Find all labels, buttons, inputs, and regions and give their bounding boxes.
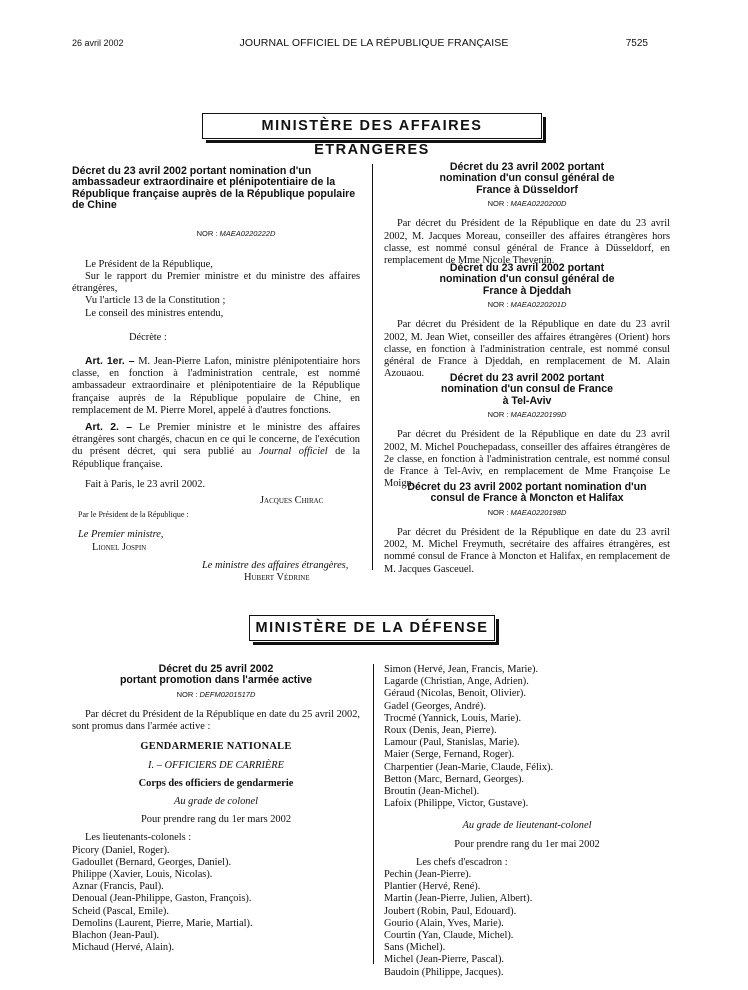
- list-item: Baudoin (Philippe, Jacques).: [384, 966, 504, 978]
- list-item: Betton (Marc, Bernard, Georges).: [384, 773, 525, 785]
- nor-reference: [72, 228, 360, 240]
- decree-consul-djeddah: [384, 263, 670, 380]
- nor-code: MAEA0220199D: [510, 410, 567, 420]
- decree-body: Par décret du Président de la République en date du 23 avril 2002, M. Michel Pouchepadass, conseiller des affaires étrangères de 2e classe, en fonction à l'administration centrale, est nommé consul de France à Tel-Aviv, en remplacement de Mme Françoise Le Moign.: [384, 429, 670, 490]
- list-item: Philippe (Xavier, Louis, Nicolas).: [72, 869, 213, 881]
- nor-code: MAEA0220198D: [510, 507, 567, 517]
- nor-label: NOR :: [487, 199, 511, 209]
- decree-ambassadeur-chine: [72, 166, 360, 584]
- list-item: Scheid (Pascal, Emile).: [72, 905, 169, 917]
- list-item: Demolins (Laurent, Pierre, Marie, Martial).: [72, 917, 253, 929]
- corps-heading: Corps des officiers de gendarmerie: [138, 777, 294, 789]
- journal-title: JOURNAL OFFICIEL DE LA RÉPUBLIQUE FRANÇAISE: [239, 37, 509, 49]
- list-item: Joubert (Robin, Paul, Edouard).: [384, 905, 517, 917]
- decree-body: Par décret du Président de la République en date du 23 avril 2002, M. Jacques Moreau, conseiller des affaires étrangères hors classe, est nommé consul général de France à Düsseldorf, en remplacement de Mme Nicole Thevenin.: [384, 218, 670, 267]
- decree-consul-tel-aviv: [384, 373, 670, 490]
- decree-title: Décret du 23 avril 2002 portant nomination d'un consul général de France à Düsseldorf: [439, 161, 615, 196]
- nor-label: NOR :: [487, 410, 511, 420]
- fait-a-paris: Fait à Paris, le 23 avril 2002.: [85, 478, 206, 490]
- nor-reference: [72, 689, 360, 701]
- list-item: Broutin (Jean-Michel).: [384, 786, 480, 798]
- list-item: Lagarde (Christian, Ange, Adrien).: [384, 676, 529, 688]
- article-1-text: M. Jean-Pierre Lafon, ministre plénipotentiaire hors classe, en fonction à l'administration centrale, est nommé ambassadeur extraordinaire et plénipotentiaire de la République française auprès de la République populaire de Chine, en remplacement de M. Pierre Morel, appelé à d'autres fonctions.: [72, 356, 360, 416]
- intro-line: Sur le rapport du Premier ministre et du ministre des affaires étrangères,: [72, 271, 360, 295]
- promotion-list-continued: [384, 664, 670, 979]
- list-item: Sans (Michel).: [384, 942, 446, 954]
- decree-title: Décret du 23 avril 2002 portant nomination d'un consul de France à Tel-Aviv: [440, 372, 614, 407]
- intro-line: Le Président de la République,: [85, 258, 213, 270]
- decree-title-line2: portant promotion dans l'armée active: [119, 674, 313, 687]
- list-item: Trocmé (Yannick, Louis, Marie).: [384, 712, 522, 724]
- list-item: Pechin (Jean-Pierre).: [384, 869, 472, 881]
- nor-reference: [384, 507, 670, 519]
- gendarmerie-heading: GENDARMERIE NATIONALE: [140, 741, 292, 753]
- nor-code: MAEA0220222D: [219, 228, 276, 238]
- decrete-label: Décrète :: [129, 331, 167, 343]
- list-item: Lafoix (Philippe, Victor, Gustave).: [384, 798, 529, 810]
- nor-reference: [384, 198, 670, 210]
- list-item: Maier (Serge, Fernand, Roger).: [384, 749, 515, 761]
- nor-label: NOR :: [196, 228, 220, 238]
- list-item: Courtin (Yan, Claude, Michel).: [384, 930, 514, 942]
- decree-body: Par décret du Président de la République en date du 23 avril 2002, M. Jean Wiet, conseiller des affaires étrangères (Orient) hors classe, en fonction à l'administration centrale, est nommé consul général de France à Djeddah, en remplacement de M. Alain Azouaou.: [384, 319, 670, 380]
- list-item: Gourio (Alain, Yves, Marie).: [384, 917, 504, 929]
- list-item: Géraud (Nicolas, Benoit, Olivier).: [384, 688, 526, 700]
- list-item: Blachon (Jean-Paul).: [72, 930, 160, 942]
- grade-lieutenant-colonel-heading: Au grade de lieutenant-colonel: [462, 820, 592, 832]
- intro-line: Vu l'article 13 de la Constitution ;: [85, 295, 226, 307]
- officiers-heading: I. – OFFICIERS DE CARRIÈRE: [148, 759, 284, 771]
- article-1: [72, 356, 360, 417]
- list-item: Gadoullet (Bernard, Georges, Daniel).: [72, 856, 232, 868]
- signer-president: Jacques Chirac: [260, 495, 324, 507]
- ministre-name: Hubert Védrine: [244, 572, 310, 584]
- article-2: [72, 422, 360, 471]
- article-2-text-end: de la République française.: [72, 446, 360, 470]
- nor-code: MAEA0220200D: [510, 199, 567, 209]
- intro-line: Le conseil des ministres entendu,: [85, 307, 224, 319]
- list-item: Plantier (Hervé, René).: [384, 881, 481, 893]
- column-divider: [372, 164, 373, 570]
- nor-label: NOR :: [487, 507, 511, 517]
- ministry-banner-defense: MINISTÈRE DE LA DÉFENSE: [249, 615, 495, 641]
- list-item: Denoual (Jean-Philippe, Gaston, François).: [72, 893, 252, 905]
- decree-body: Par décret du Président de la République en date du 23 avril 2002, M. Michel Freymuth, secrétaire des affaires étrangères, est nommé consul de France à Moncton et Halifax, en remplacement de M. Jacques Gasceuel.: [384, 527, 670, 575]
- list-item: Aznar (Francis, Paul).: [72, 881, 164, 893]
- rang-lieutenant-colonel: Pour prendre rang du 1er mai 2002: [454, 838, 600, 850]
- article-2-text: Le Premier ministre et le ministre des affaires étrangères sont chargés, chacun en ce qui le concerne, de l'exécution du présent décret, qui sera publié au: [72, 422, 360, 458]
- rang-colonel: Pour prendre rang du 1er mars 2002: [140, 814, 292, 826]
- decree-consul-dusseldorf: [384, 162, 670, 267]
- list-item: Lamour (Paul, Stanislas, Marie).: [384, 737, 520, 749]
- list-item: Michaud (Hervé, Alain).: [72, 942, 175, 954]
- journal-officiel-ref: Journal officiel: [258, 446, 328, 458]
- promotion-list-lieutenant-colonel: [384, 869, 670, 979]
- promotion-list-colonel: [72, 845, 360, 955]
- premier-ministre-name: Lionel Jospin: [92, 541, 147, 553]
- nor-label: NOR :: [487, 300, 511, 310]
- list-item: Gadel (Georges, André).: [384, 700, 486, 712]
- decree-title: Décret du 23 avril 2002 portant nomination d'un consul général de France à Djeddah: [439, 262, 615, 297]
- list-item: Picory (Daniel, Roger).: [72, 844, 170, 856]
- column-divider: [373, 664, 374, 964]
- nor-code: DEFM0201517D: [199, 689, 256, 699]
- article-2-label: Art. 2. –: [85, 422, 132, 434]
- premier-ministre-title: Le Premier ministre,: [78, 529, 164, 541]
- lieutenants-colonels-label: Les lieutenants-colonels :: [85, 832, 192, 844]
- promotion-list-colonel-continued: [384, 664, 670, 810]
- decree-title: Décret du 23 avril 2002 portant nomination d'un ambassadeur extraordinaire et plénipotentiaire de la République française auprès de la République populaire de Chine: [72, 165, 356, 212]
- list-item: Roux (Denis, Jean, Pierre).: [384, 725, 497, 737]
- decree-promotion-armee-active: [72, 664, 360, 954]
- decree-intro: Par décret du Président de la République en date du 25 avril 2002, sont promus dans l'armée active :: [72, 709, 360, 733]
- list-item: Martin (Jean-Pierre, Julien, Albert).: [384, 893, 533, 905]
- list-item: Simon (Hervé, Jean, Francis, Marie).: [384, 664, 539, 675]
- article-1-label: Art. 1er. –: [85, 356, 135, 368]
- ministry-banner-affaires-etrangeres: MINISTÈRE DES AFFAIRES ÉTRANGÈRES: [202, 113, 542, 139]
- nor-label: NOR :: [176, 689, 200, 699]
- ministre-title: Le ministre des affaires étrangères,: [202, 559, 349, 571]
- chefs-escadron-label: Les chefs d'escadron :: [416, 856, 508, 868]
- page-number: 7525: [625, 38, 648, 49]
- list-item: Charpentier (Jean-Marie, Claude, Félix).: [384, 761, 554, 773]
- par-le-president: Par le Président de la République :: [78, 510, 189, 520]
- nor-code: MAEA0220201D: [510, 300, 567, 310]
- list-item: Michel (Jean-Pierre, Pascal).: [384, 954, 505, 966]
- page-date: 26 avril 2002: [72, 38, 124, 48]
- nor-reference: [384, 299, 670, 311]
- decree-consul-moncton-halifax: [384, 482, 670, 576]
- grade-colonel-heading: Au grade de colonel: [174, 796, 258, 808]
- nor-reference: [384, 409, 670, 421]
- decree-title: Décret du 23 avril 2002 portant nomination d'un consul de France à Moncton et Halifax: [407, 481, 647, 505]
- decree-title-line1: Décret du 25 avril 2002: [158, 663, 274, 675]
